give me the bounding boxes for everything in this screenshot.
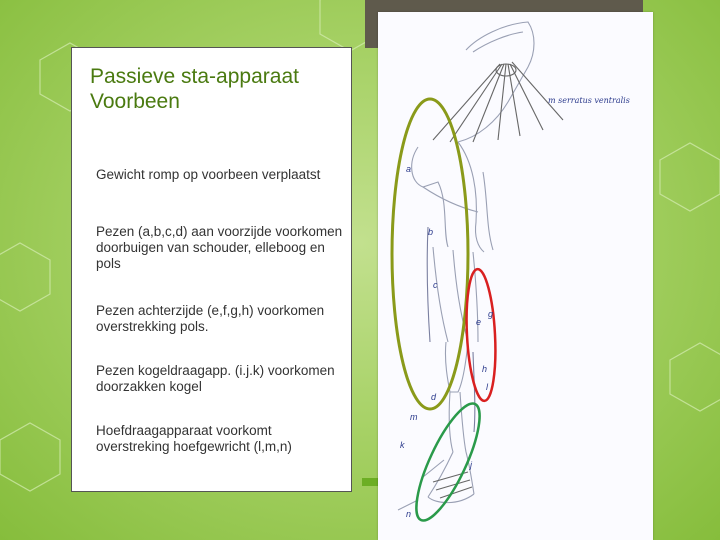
muscle-caption: m serratus ventralis [548,96,630,105]
bullet-3: Pezen achterzijde (e,f,g,h) voorkomen overstrekking pols. [96,303,325,334]
label-d: d [431,392,437,402]
front-tendons-ellipse [392,99,468,409]
leg-sketch [378,12,653,540]
label-c: c [433,280,438,290]
back-tendons-ellipse [464,268,499,401]
leg-drawing [378,12,653,540]
label-n: n [406,509,412,519]
bullet-4: Pezen kogeldraagapp. (i.j.k) voorkomen doorzakken kogel [96,363,335,394]
label-h: h [482,364,488,374]
label-j: j [470,460,472,470]
bullet-2: Pezen (a,b,c,d) aan voorzijde voorkomen doorbuigen van schouder, elleboog en pols [96,224,343,271]
label-e: e [476,317,482,327]
bullet-5: Hoefdraagapparaat voorkomt overstreking hoefgewricht (l,m,n) [96,423,292,454]
slide-title: Passieve sta-apparaat Voorbeen [90,65,299,113]
text-panel [71,47,352,492]
label-m: m [410,412,418,422]
label-l: l [486,382,488,392]
label-g: g [488,309,494,319]
label-a: a [406,164,412,174]
label-b: b [428,227,434,237]
bullet-1: Gewicht romp op voorbeen verplaatst [96,167,321,182]
label-k: k [400,440,405,450]
